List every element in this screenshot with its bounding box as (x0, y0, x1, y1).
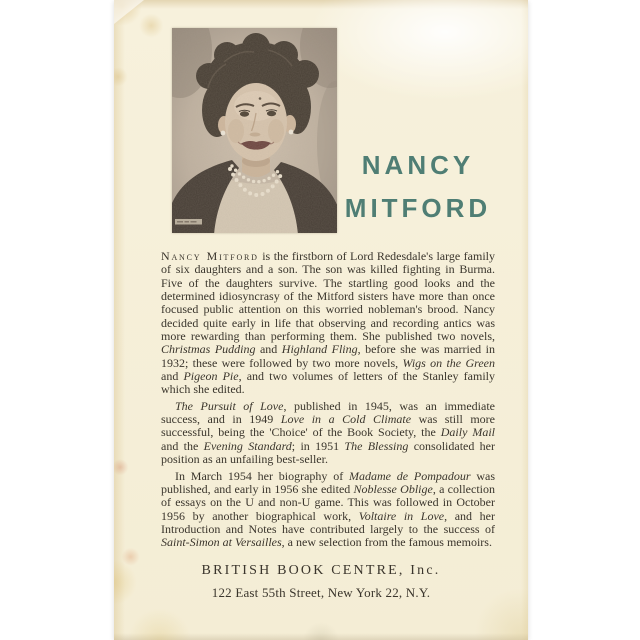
book-back-cover (114, 0, 528, 640)
publisher-address: 122 East 55th Street, New York 22, N.Y. (211, 585, 431, 600)
publisher-name: BRITISH BOOK CENTRE, Inc. (201, 563, 441, 578)
author-name (339, 150, 497, 223)
author-photo (172, 28, 337, 233)
photo-grain (172, 28, 337, 233)
bio-paragraph-3: In March 1954 her biography of Madame de Pompadour was published, and early in 1956 she edited Noblesse Oblige, a collection of essays on the U and non-U game. This was followed in October 1956 by another biographical work, Voltaire in Love, and her Introduction and Notes have contributed largely to the success of Saint-Simon at Versailles, a new selection from the famous memoirs. (161, 468, 495, 550)
biography-text (161, 250, 495, 553)
portrait-illustration (172, 28, 337, 233)
author-first-name: NANCY (361, 150, 475, 180)
bio-paragraph-1: Nancy Mitford is the firstborn of Lord Redesdale's large family of six daughters and a son. The son was killed fighting in Burma. Five of the daughters survive. The startling good looks and the determined idiosyncrasy of the Mitford sisters have more than once focused public attention on this worried nobleman's brood. Nancy decided quite early in life that observing and recording antics was more rewarding than performing them. She published two novels, Christmas Pudding and Highland Fling, before she was married in 1932; these were followed by two more novels, Wigs on the Green and Pigeon Pie, and two volumes of letters of the Stanley family which she edited. (161, 249, 496, 397)
author-last-name: MITFORD (344, 193, 492, 223)
bio-paragraph-2: The Pursuit of Love, published in 1945, was an immediate success, and in 1949 Love in a Cold Climate was still more successful, being the 'Choice' of the Book Society, the Daily Mail and the Evening Standard; in 1951 The Blessing consolidated her position as an unfailing best-seller. (161, 398, 495, 467)
